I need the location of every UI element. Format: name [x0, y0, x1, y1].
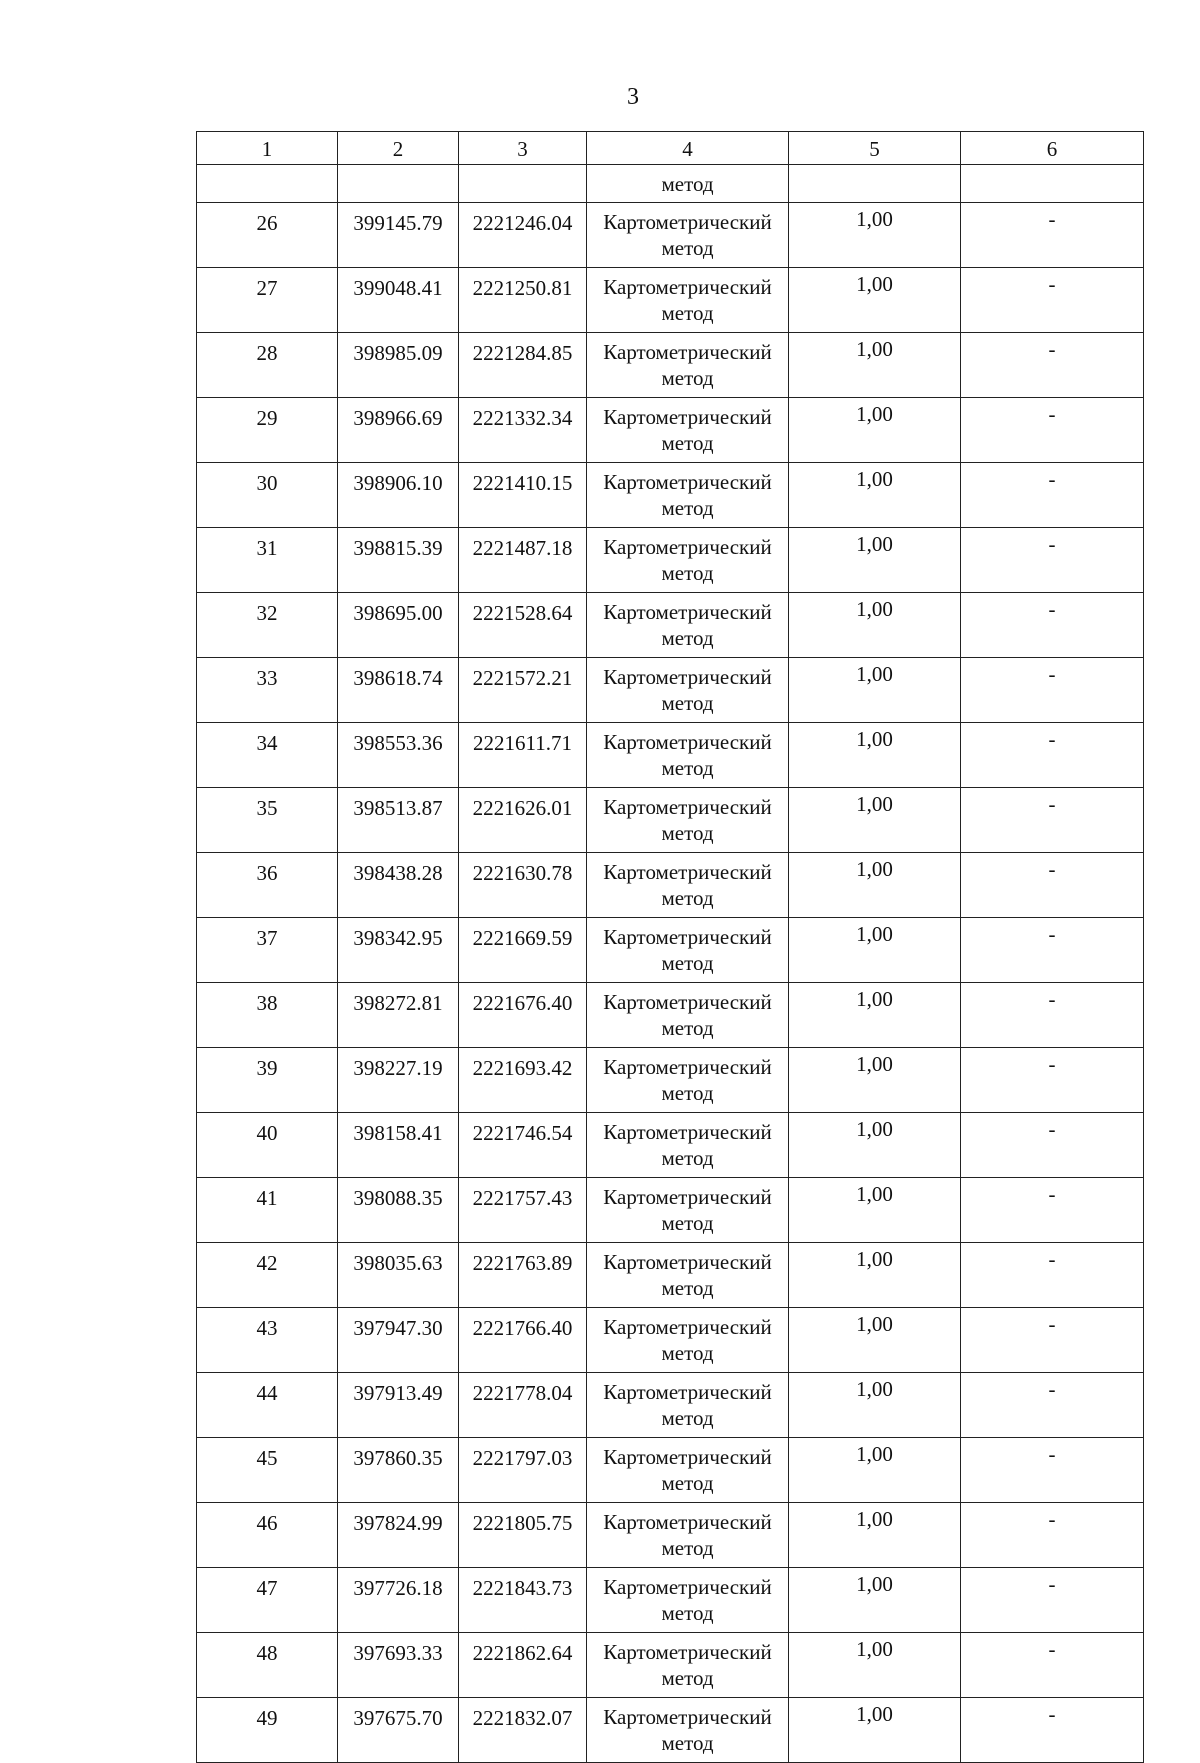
point-number-cell: 48 — [197, 1633, 338, 1698]
method-name-line1: Картометрический — [603, 275, 772, 299]
method-name-line2: метод — [661, 1406, 714, 1430]
method-name-line2: метод — [661, 756, 714, 780]
method-name-line1: Картометрический — [603, 1510, 772, 1534]
method-cell — [587, 853, 789, 918]
method-name-line1: Картометрический — [603, 795, 772, 819]
x-coordinate-cell: 398158.41 — [338, 1113, 459, 1178]
point-number-cell: 37 — [197, 918, 338, 983]
point-number-cell: 43 — [197, 1308, 338, 1373]
method-cell — [587, 1633, 789, 1698]
table-row — [197, 333, 1144, 398]
table-row — [197, 1178, 1144, 1243]
y-coordinate-cell: 2221693.42 — [459, 1048, 587, 1113]
point-number-cell: 26 — [197, 203, 338, 268]
table-row — [197, 1373, 1144, 1438]
method-name-line2: метод — [661, 821, 714, 845]
method-name-line1: Картометрический — [603, 1250, 772, 1274]
method-cell — [587, 1373, 789, 1438]
method-cell: метод — [587, 165, 789, 203]
method-cell — [587, 983, 789, 1048]
x-coordinate-cell: 398513.87 — [338, 788, 459, 853]
note-cell: - — [961, 1503, 1144, 1568]
accuracy-cell: 1,00 — [789, 1438, 961, 1503]
point-number-cell: 35 — [197, 788, 338, 853]
point-number-cell: 38 — [197, 983, 338, 1048]
y-coordinate-cell: 2221766.40 — [459, 1308, 587, 1373]
x-coordinate-cell: 399145.79 — [338, 203, 459, 268]
x-coordinate-cell: 398618.74 — [338, 658, 459, 723]
accuracy-cell: 1,00 — [789, 268, 961, 333]
y-coordinate-cell: 2221763.89 — [459, 1243, 587, 1308]
x-coordinate-cell: 397824.99 — [338, 1503, 459, 1568]
y-coordinate-cell: 2221862.64 — [459, 1633, 587, 1698]
y-coordinate-cell: 2221246.04 — [459, 203, 587, 268]
method-name-line1: Картометрический — [603, 925, 772, 949]
method-cell — [587, 788, 789, 853]
method-cell — [587, 1698, 789, 1763]
x-coordinate-cell: 398088.35 — [338, 1178, 459, 1243]
note-cell: - — [961, 1048, 1144, 1113]
table-row — [197, 658, 1144, 723]
note-cell: - — [961, 203, 1144, 268]
point-number-cell: 46 — [197, 1503, 338, 1568]
point-number-cell: 34 — [197, 723, 338, 788]
note-cell: - — [961, 1633, 1144, 1698]
x-coordinate-cell: 398553.36 — [338, 723, 459, 788]
method-name-line1: Картометрический — [603, 600, 772, 624]
point-number-cell: 33 — [197, 658, 338, 723]
method-name-line1: Картометрический — [603, 1445, 772, 1469]
method-name-line1: Картометрический — [603, 405, 772, 429]
table-row — [197, 1698, 1144, 1763]
point-number-cell: 41 — [197, 1178, 338, 1243]
y-coordinate-cell: 2221487.18 — [459, 528, 587, 593]
note-cell: - — [961, 1243, 1144, 1308]
note-cell — [961, 165, 1144, 203]
accuracy-cell: 1,00 — [789, 463, 961, 528]
accuracy-cell: 1,00 — [789, 1113, 961, 1178]
point-number-cell: 49 — [197, 1698, 338, 1763]
x-coordinate-cell: 397860.35 — [338, 1438, 459, 1503]
accuracy-cell: 1,00 — [789, 1048, 961, 1113]
method-name-line1: Картометрический — [603, 1120, 772, 1144]
y-coordinate-cell: 2221332.34 — [459, 398, 587, 463]
x-coordinate-cell: 398695.00 — [338, 593, 459, 658]
method-cell — [587, 723, 789, 788]
note-cell: - — [961, 1568, 1144, 1633]
y-coordinate-cell: 2221630.78 — [459, 853, 587, 918]
point-number-cell: 36 — [197, 853, 338, 918]
method-name-line2: метод — [661, 1016, 714, 1040]
note-cell: - — [961, 1373, 1144, 1438]
accuracy-cell: 1,00 — [789, 333, 961, 398]
column-header: 2 — [338, 132, 459, 165]
y-coordinate-cell: 2221843.73 — [459, 1568, 587, 1633]
x-coordinate-cell: 398815.39 — [338, 528, 459, 593]
y-coordinate-cell: 2221757.43 — [459, 1178, 587, 1243]
note-cell: - — [961, 853, 1144, 918]
method-cell — [587, 398, 789, 463]
y-coordinate-cell: 2221528.64 — [459, 593, 587, 658]
accuracy-cell: 1,00 — [789, 593, 961, 658]
x-coordinate-cell: 398342.95 — [338, 918, 459, 983]
x-coordinate-cell: 397675.70 — [338, 1698, 459, 1763]
method-name-line2: метод — [661, 366, 714, 390]
x-coordinate-cell — [338, 165, 459, 203]
method-cell — [587, 268, 789, 333]
method-cell — [587, 593, 789, 658]
note-cell: - — [961, 983, 1144, 1048]
x-coordinate-cell: 397913.49 — [338, 1373, 459, 1438]
y-coordinate-cell: 2221626.01 — [459, 788, 587, 853]
accuracy-cell: 1,00 — [789, 1503, 961, 1568]
note-cell: - — [961, 658, 1144, 723]
method-cell — [587, 203, 789, 268]
method-cell — [587, 918, 789, 983]
table-row — [197, 593, 1144, 658]
table-row — [197, 1113, 1144, 1178]
note-cell: - — [961, 333, 1144, 398]
method-name-line1: Картометрический — [603, 730, 772, 754]
table-row — [197, 1308, 1144, 1373]
method-name-line1: Картометрический — [603, 470, 772, 494]
continuation-row — [197, 165, 1144, 203]
method-name-line1: Картометрический — [603, 1705, 772, 1729]
method-name-line2: метод — [661, 496, 714, 520]
method-name-line2: метод — [661, 1341, 714, 1365]
table-row — [197, 853, 1144, 918]
column-header: 1 — [197, 132, 338, 165]
accuracy-cell: 1,00 — [789, 1373, 961, 1438]
accuracy-cell: 1,00 — [789, 1633, 961, 1698]
note-cell: - — [961, 268, 1144, 333]
table-header-row — [197, 132, 1144, 165]
y-coordinate-cell: 2221778.04 — [459, 1373, 587, 1438]
point-number-cell: 29 — [197, 398, 338, 463]
method-cell — [587, 463, 789, 528]
accuracy-cell: 1,00 — [789, 528, 961, 593]
method-name-line1: Картометрический — [603, 535, 772, 559]
note-cell: - — [961, 528, 1144, 593]
method-cell — [587, 658, 789, 723]
note-cell: - — [961, 1178, 1144, 1243]
point-number-cell — [197, 165, 338, 203]
method-cell — [587, 1048, 789, 1113]
y-coordinate-cell — [459, 165, 587, 203]
note-cell: - — [961, 1438, 1144, 1503]
accuracy-cell: 1,00 — [789, 1568, 961, 1633]
table-row — [197, 268, 1144, 333]
column-header: 3 — [459, 132, 587, 165]
method-name-line1: Картометрический — [603, 1380, 772, 1404]
x-coordinate-cell: 398438.28 — [338, 853, 459, 918]
accuracy-cell: 1,00 — [789, 853, 961, 918]
method-cell — [587, 528, 789, 593]
page-number: 3 — [627, 84, 639, 110]
note-cell: - — [961, 723, 1144, 788]
method-name-line2: метод — [661, 561, 714, 585]
point-number-cell: 39 — [197, 1048, 338, 1113]
accuracy-cell: 1,00 — [789, 918, 961, 983]
method-name-line2: метод — [661, 1081, 714, 1105]
table-row — [197, 398, 1144, 463]
method-name-line1: Картометрический — [603, 1315, 772, 1339]
note-cell: - — [961, 788, 1144, 853]
accuracy-cell: 1,00 — [789, 983, 961, 1048]
method-cell — [587, 1113, 789, 1178]
method-cell — [587, 1178, 789, 1243]
point-number-cell: 32 — [197, 593, 338, 658]
column-header: 6 — [961, 132, 1144, 165]
y-coordinate-cell: 2221572.21 — [459, 658, 587, 723]
x-coordinate-cell: 397693.33 — [338, 1633, 459, 1698]
x-coordinate-cell: 398272.81 — [338, 983, 459, 1048]
method-name-line2: метод — [661, 626, 714, 650]
method-cell — [587, 1568, 789, 1633]
note-cell: - — [961, 918, 1144, 983]
method-name-line1: Картометрический — [603, 1185, 772, 1209]
method-name-line2: метод — [661, 1471, 714, 1495]
x-coordinate-cell: 398227.19 — [338, 1048, 459, 1113]
table-row — [197, 1243, 1144, 1308]
method-name-line2: метод — [661, 236, 714, 260]
table-row — [197, 983, 1144, 1048]
method-cell — [587, 333, 789, 398]
table-row — [197, 788, 1144, 853]
column-header: 4 — [587, 132, 789, 165]
method-name-line2: метод — [661, 1601, 714, 1625]
accuracy-cell: 1,00 — [789, 1243, 961, 1308]
method-name-line1: Картометрический — [603, 1575, 772, 1599]
table-row — [197, 1503, 1144, 1568]
point-number-cell: 42 — [197, 1243, 338, 1308]
x-coordinate-cell: 398966.69 — [338, 398, 459, 463]
accuracy-cell: 1,00 — [789, 788, 961, 853]
table-row — [197, 1048, 1144, 1113]
x-coordinate-cell: 397726.18 — [338, 1568, 459, 1633]
method-name-line2: метод — [661, 1536, 714, 1560]
accuracy-cell: 1,00 — [789, 1178, 961, 1243]
x-coordinate-cell: 398985.09 — [338, 333, 459, 398]
method-name-line2: метод — [661, 1146, 714, 1170]
table-row — [197, 918, 1144, 983]
method-cell — [587, 1243, 789, 1308]
accuracy-cell — [789, 165, 961, 203]
method-name-line2: метод — [661, 886, 714, 910]
note-cell: - — [961, 593, 1144, 658]
note-cell: - — [961, 1308, 1144, 1373]
y-coordinate-cell: 2221805.75 — [459, 1503, 587, 1568]
table-row — [197, 463, 1144, 528]
y-coordinate-cell: 2221676.40 — [459, 983, 587, 1048]
method-name-line2: метод — [661, 1666, 714, 1690]
method-name-line1: Картометрический — [603, 340, 772, 364]
note-cell: - — [961, 1113, 1144, 1178]
method-name-line2: метод — [661, 1276, 714, 1300]
accuracy-cell: 1,00 — [789, 658, 961, 723]
method-name-line1: Картометрический — [603, 1640, 772, 1664]
note-cell: - — [961, 463, 1144, 528]
method-cell — [587, 1503, 789, 1568]
point-number-cell: 30 — [197, 463, 338, 528]
y-coordinate-cell: 2221410.15 — [459, 463, 587, 528]
table-row — [197, 203, 1144, 268]
point-number-cell: 28 — [197, 333, 338, 398]
method-name-line1: Картометрический — [603, 1055, 772, 1079]
method-name-line1: Картометрический — [603, 990, 772, 1014]
accuracy-cell: 1,00 — [789, 1698, 961, 1763]
y-coordinate-cell: 2221797.03 — [459, 1438, 587, 1503]
accuracy-cell: 1,00 — [789, 203, 961, 268]
table-row — [197, 1438, 1144, 1503]
accuracy-cell: 1,00 — [789, 1308, 961, 1373]
method-name-line2: метод — [661, 301, 714, 325]
method-cell — [587, 1308, 789, 1373]
accuracy-cell: 1,00 — [789, 723, 961, 788]
method-name-line1: Картометрический — [603, 860, 772, 884]
note-cell: - — [961, 398, 1144, 463]
coordinates-table — [196, 131, 1144, 1763]
x-coordinate-cell: 398035.63 — [338, 1243, 459, 1308]
y-coordinate-cell: 2221250.81 — [459, 268, 587, 333]
note-cell: - — [961, 1698, 1144, 1763]
point-number-cell: 40 — [197, 1113, 338, 1178]
method-name-line2: метод — [661, 1731, 714, 1755]
point-number-cell: 47 — [197, 1568, 338, 1633]
table-row — [197, 1568, 1144, 1633]
y-coordinate-cell: 2221611.71 — [459, 723, 587, 788]
table-row — [197, 528, 1144, 593]
y-coordinate-cell: 2221746.54 — [459, 1113, 587, 1178]
y-coordinate-cell: 2221284.85 — [459, 333, 587, 398]
x-coordinate-cell: 399048.41 — [338, 268, 459, 333]
x-coordinate-cell: 397947.30 — [338, 1308, 459, 1373]
method-name-line2: метод — [661, 951, 714, 975]
accuracy-cell: 1,00 — [789, 398, 961, 463]
method-name-line2: метод — [661, 431, 714, 455]
y-coordinate-cell: 2221669.59 — [459, 918, 587, 983]
table-row — [197, 1633, 1144, 1698]
method-name-line2: метод — [661, 691, 714, 715]
method-name-line1: Картометрический — [603, 210, 772, 234]
method-name-line1: Картометрический — [603, 665, 772, 689]
point-number-cell: 44 — [197, 1373, 338, 1438]
x-coordinate-cell: 398906.10 — [338, 463, 459, 528]
column-header: 5 — [789, 132, 961, 165]
table-row — [197, 723, 1144, 788]
method-cell — [587, 1438, 789, 1503]
method-name-line2: метод — [661, 1211, 714, 1235]
point-number-cell: 31 — [197, 528, 338, 593]
y-coordinate-cell: 2221832.07 — [459, 1698, 587, 1763]
point-number-cell: 45 — [197, 1438, 338, 1503]
point-number-cell: 27 — [197, 268, 338, 333]
